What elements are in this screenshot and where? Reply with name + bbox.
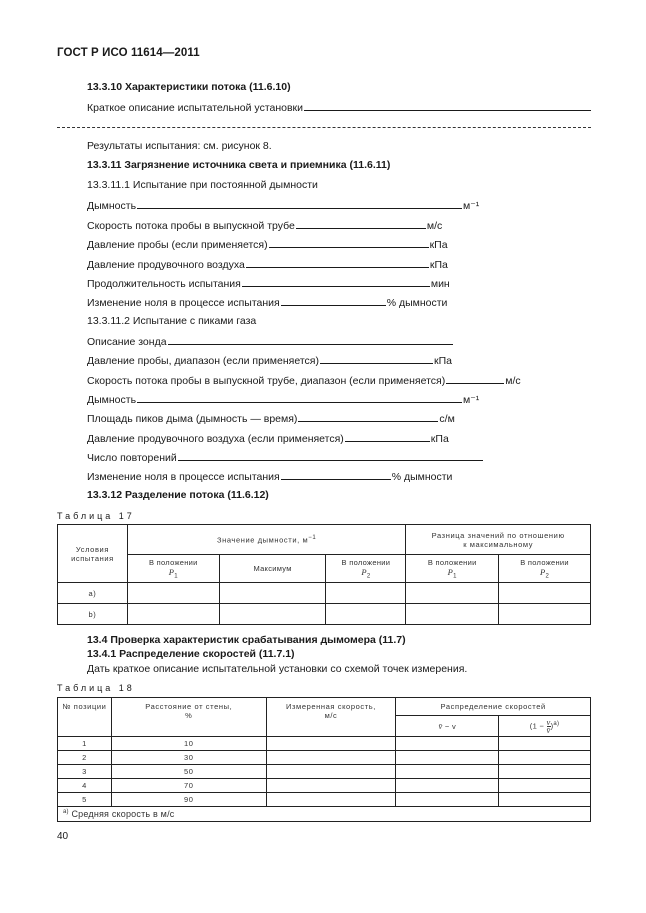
cell [499, 779, 591, 793]
cell [396, 751, 499, 765]
table-row [58, 583, 591, 604]
cell-position: 4 [58, 779, 112, 793]
table-row [58, 793, 591, 807]
field-label: Продолжительность испытания [87, 278, 241, 290]
subheader-position-2b [499, 555, 591, 583]
subheader-position-1 [127, 555, 219, 583]
table-row [58, 779, 591, 793]
subheader-one-minus-ratio [499, 716, 591, 737]
header-text: % [185, 711, 193, 720]
fill-in-line [281, 469, 391, 480]
var-vbar: v̄ [438, 721, 443, 731]
var-p: P [361, 566, 367, 577]
cell [266, 765, 396, 779]
subheader-text: В положении [341, 557, 391, 567]
fill-in-line [242, 276, 430, 287]
fraction-numerator: v [546, 716, 551, 727]
cell [396, 779, 499, 793]
cell-distance: 90 [111, 793, 266, 807]
field-unit: % дымности [386, 297, 448, 309]
header-text: Расстояние от стены, [145, 702, 233, 711]
field-label: Площадь пиков дыма (дымность — время) [87, 413, 298, 425]
var-p: P [447, 566, 454, 577]
field-unit: м/с [505, 375, 521, 387]
field-label: Давление продувочного воздуха (если применяется) [87, 433, 344, 445]
form-field-duration [87, 276, 450, 290]
field-unit: м/с [426, 220, 443, 232]
footnote-mark: a) [63, 809, 69, 815]
var-p: P [540, 566, 546, 577]
formula-text: ) [550, 720, 554, 730]
page-number: 40 [57, 831, 69, 842]
form-field-sample-pressure [87, 237, 448, 251]
cell [406, 604, 499, 625]
form-field-repetitions [87, 450, 484, 464]
subscript: 2 [366, 573, 371, 580]
field-label: Число повторений [87, 452, 177, 464]
cell-position: 2 [58, 751, 112, 765]
header-text: Значение дымности, м [216, 535, 309, 545]
continuation-line [57, 127, 591, 128]
header-speed-distribution: Распределение скоростей [396, 698, 591, 716]
cell [499, 737, 591, 751]
cell [266, 737, 396, 751]
table-18 [57, 697, 591, 822]
cell-distance: 30 [111, 751, 266, 765]
cell [266, 779, 396, 793]
field-unit: м⁻¹ [463, 200, 480, 212]
field-label: Давление пробы, диапазон (если применяется) [87, 355, 319, 367]
field-unit: мин [430, 278, 450, 290]
cell-distance: 50 [111, 765, 266, 779]
table-row [58, 604, 591, 625]
cell [499, 751, 591, 765]
subheader-text: В положении [520, 557, 569, 567]
section-heading-13-4-1: 13.4.1 Распределение скоростей (11.7.1) [87, 648, 295, 660]
subheader-maximum: Максимум [219, 555, 326, 583]
section-heading-13-3-10: 13.3.10 Характеристики потока (11.6.10) [87, 81, 291, 93]
subscript: 1 [174, 573, 178, 580]
form-field-peak-area [87, 411, 455, 425]
field-unit: кПа [429, 239, 448, 251]
table-17 [57, 524, 591, 625]
fill-in-line [281, 295, 386, 306]
cell-distance: 70 [111, 779, 266, 793]
table-row [58, 751, 591, 765]
formula-text: − v [442, 722, 457, 731]
cell [219, 583, 326, 604]
form-field-flow-speed [87, 218, 442, 232]
fill-in-line [168, 334, 453, 345]
table-footnote [58, 807, 591, 822]
section-heading-13-3-11: 13.3.11 Загрязнение источника света и приемника (11.6.11) [87, 159, 391, 171]
cell [499, 765, 591, 779]
field-label: Краткое описание испытательной установки [87, 102, 304, 114]
subheader-mean-minus-v [396, 716, 499, 737]
row-label: a) [58, 583, 128, 604]
cell [127, 604, 219, 625]
cell-position: 1 [58, 737, 112, 751]
row-label: b) [58, 604, 128, 625]
cell [406, 583, 499, 604]
header-text: Разница значений по отношению [431, 530, 565, 540]
var-p: P [168, 566, 175, 577]
field-unit: кПа [433, 355, 452, 367]
section-heading-13-3-12: 13.3.12 Разделение потока (11.6.12) [87, 489, 269, 501]
cell [499, 604, 591, 625]
table-row [58, 737, 591, 751]
cell [499, 793, 591, 807]
cell [499, 583, 591, 604]
section-heading-13-4: 13.4 Проверка характеристик срабатывания дымомера (11.7) [87, 634, 406, 646]
subscript: 2 [545, 573, 550, 580]
subheader-position-2 [326, 555, 406, 583]
subsection-13-3-11-1: 13.3.11.1 Испытание при постоянной дымности [87, 179, 318, 191]
field-label: Дымность [87, 394, 137, 406]
form-field-purge-pressure [87, 257, 448, 271]
header-opacity-value [127, 525, 405, 555]
field-label: Скорость потока пробы в выпускной трубе [87, 220, 295, 232]
section-13-4-1-text: Дать краткое описание испытательной установки со схемой точек измерения. [87, 663, 468, 675]
cell [219, 604, 326, 625]
cell [396, 793, 499, 807]
form-field-pressure-range [87, 353, 452, 367]
cell [266, 793, 396, 807]
fill-in-line [320, 353, 433, 364]
fill-in-line [137, 392, 462, 403]
footnote-ref: a) [553, 720, 560, 727]
fill-in-line [296, 218, 426, 229]
fill-in-line [304, 100, 591, 111]
subscript: 1 [453, 573, 457, 580]
field-unit: кПа [429, 259, 448, 271]
form-field-opacity [87, 198, 479, 212]
field-unit: с/м [439, 413, 455, 425]
field-unit: м⁻¹ [463, 394, 480, 406]
formula-text: (1 − [529, 720, 547, 730]
fill-in-line [178, 450, 483, 461]
form-field-probe-description [87, 334, 454, 348]
footnote-text: Средняя скорость в м/с [68, 809, 175, 819]
field-label: Давление продувочного воздуха [87, 259, 245, 271]
results-text: Результаты испытания: см. рисунок 8. [87, 140, 272, 152]
field-label: Дымность [87, 200, 137, 212]
form-field-setup-description [87, 100, 592, 114]
form-field-zero-drift [87, 295, 447, 309]
cell-position: 5 [58, 793, 112, 807]
fraction-denominator: v̄ [546, 724, 551, 735]
header-difference [406, 525, 591, 555]
header-text: к максимальному [463, 539, 534, 549]
table-17-caption: Таблица 17 [57, 511, 135, 521]
document-header: ГОСТ Р ИСО 11614—2011 [57, 47, 200, 59]
fill-in-line [269, 237, 429, 248]
header-text: Измеренная скорость, [286, 702, 376, 711]
subheader-text: В положении [427, 557, 477, 567]
header-wall-distance [111, 698, 266, 737]
subheader-position-1b [406, 555, 499, 583]
field-unit: кПа [430, 433, 449, 445]
subheader-text: В положении [148, 557, 198, 567]
table-footnote-row [58, 807, 591, 822]
cell [266, 751, 396, 765]
field-label: Изменение ноля в процессе испытания [87, 471, 280, 483]
table-18-caption: Таблица 18 [57, 683, 135, 693]
header-position-number: № позиции [58, 698, 112, 737]
fill-in-line [345, 431, 430, 442]
header-text: м/с [324, 711, 338, 720]
field-label: Скорость потока пробы в выпускной трубе, диапазон (если применяется) [87, 375, 446, 387]
table-row [58, 765, 591, 779]
form-field-opacity-2 [87, 392, 479, 406]
form-field-purge-pressure-2 [87, 431, 449, 445]
header-test-conditions: Условия испытания [58, 525, 128, 583]
cell [326, 604, 406, 625]
cell [127, 583, 219, 604]
fill-in-line [298, 411, 438, 422]
cell-distance: 10 [111, 737, 266, 751]
field-label: Изменение ноля в процессе испытания [87, 297, 280, 309]
subsection-13-3-11-2: 13.3.11.2 Испытание с пиками газа [87, 315, 257, 327]
fill-in-line [137, 198, 462, 209]
field-unit: % дымности [391, 471, 453, 483]
cell [396, 737, 499, 751]
cell-position: 3 [58, 765, 112, 779]
field-label: Описание зонда [87, 336, 167, 348]
fill-in-line [446, 373, 504, 384]
cell [396, 765, 499, 779]
fill-in-line [246, 257, 429, 268]
superscript: −1 [308, 534, 317, 541]
cell [326, 583, 406, 604]
header-measured-speed [266, 698, 396, 737]
field-label: Давление пробы (если применяется) [87, 239, 268, 251]
form-field-zero-drift-2 [87, 469, 452, 483]
form-field-flow-speed-range [87, 373, 521, 387]
